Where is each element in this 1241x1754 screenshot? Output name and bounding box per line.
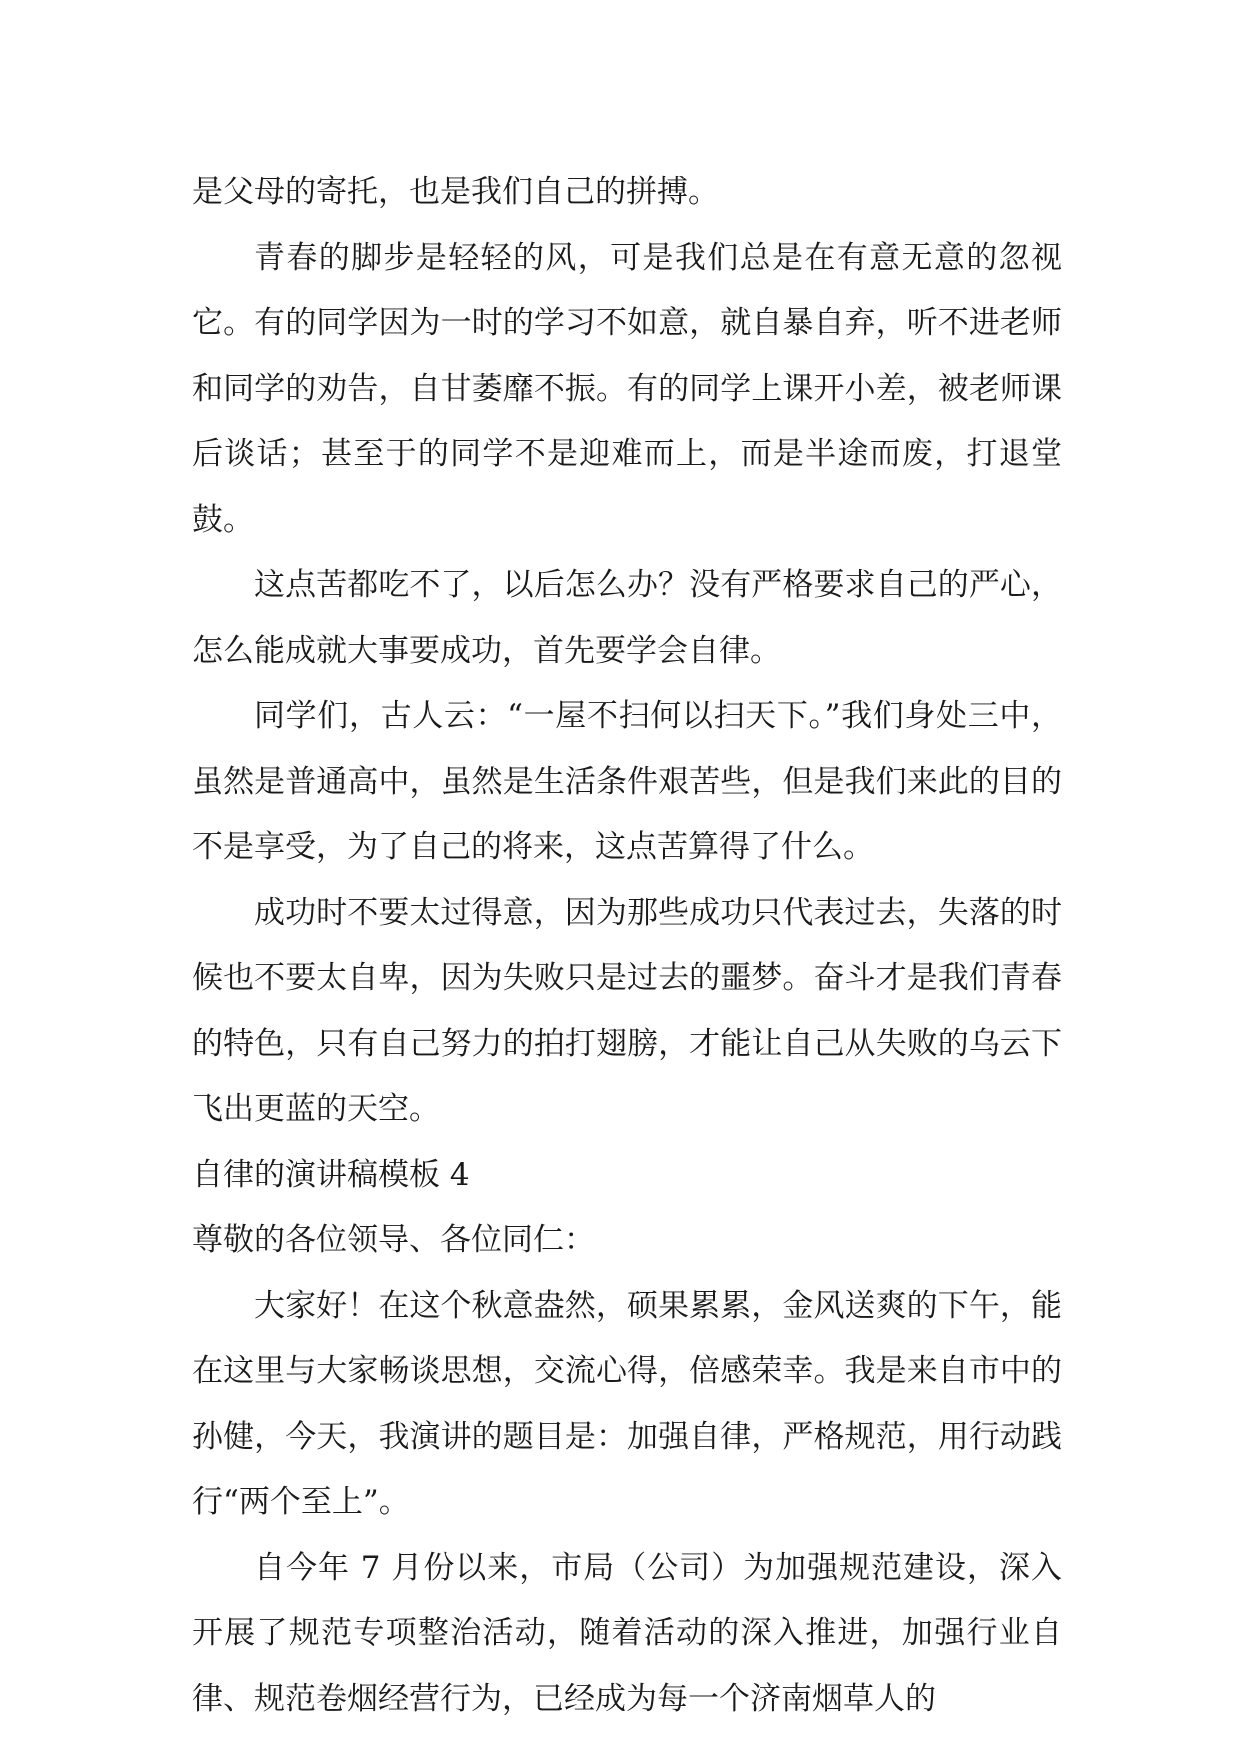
paragraph-1: 是父母的寄托，也是我们自己的拼搏。 <box>192 174 719 210</box>
paragraph-4: 同学们，古人云：“一屋不扫何以扫天下。”我们身处三中，虽然是普通高中，虽然是生活条件艰苦些，但是我们来此的目的不是享受，为了自己的将来，这点苦算得了什么。 <box>192 698 1062 865</box>
document-page <box>192 160 1062 1732</box>
paragraph-5: 成功时不要太过得意，因为那些成功只代表过去，失落的时候也不要太自卑，因为失败只是过去的噩梦。奋斗才是我们青春的特色，只有自己努力的拍打翅膀，才能让自己从失败的乌云下飞出更蓝的天空。 <box>192 894 1062 1127</box>
paragraph-7: 自今年 7 月份以来，市局（公司）为加强规范建设，深入开展了规范专项整治活动，随着活动的深入推进，加强行业自律、规范卷烟经营行为，已经成为每一个济南烟草人的 <box>192 1549 1062 1717</box>
salutation: 尊敬的各位领导、各位同仁： <box>192 1222 595 1258</box>
paragraph-6: 大家好！在这个秋意盎然，硕果累累，金风送爽的下午，能在这里与大家畅谈思想，交流心得，倍感荣幸。我是来自市中的孙健，今天，我演讲的题目是：加强自律，严格规范，用行动践行“两个至上”。 <box>192 1287 1062 1520</box>
section-heading: 自律的演讲稿模板 4 <box>192 1156 470 1193</box>
paragraph-2: 青春的脚步是轻轻的风，可是我们总是在有意无意的忽视它。有的同学因为一时的学习不如意，就自暴自弃，听不进老师和同学的劝告，自甘萎靡不振。有的同学上课开小差，被老师课后谈话；甚至于的同学不是迎难而上，而是半途而废，打退堂鼓。 <box>192 239 1062 538</box>
paragraph-3: 这点苦都吃不了，以后怎么办？没有严格要求自己的严心，怎么能成就大事要成功，首先要学会自律。 <box>192 567 1062 669</box>
